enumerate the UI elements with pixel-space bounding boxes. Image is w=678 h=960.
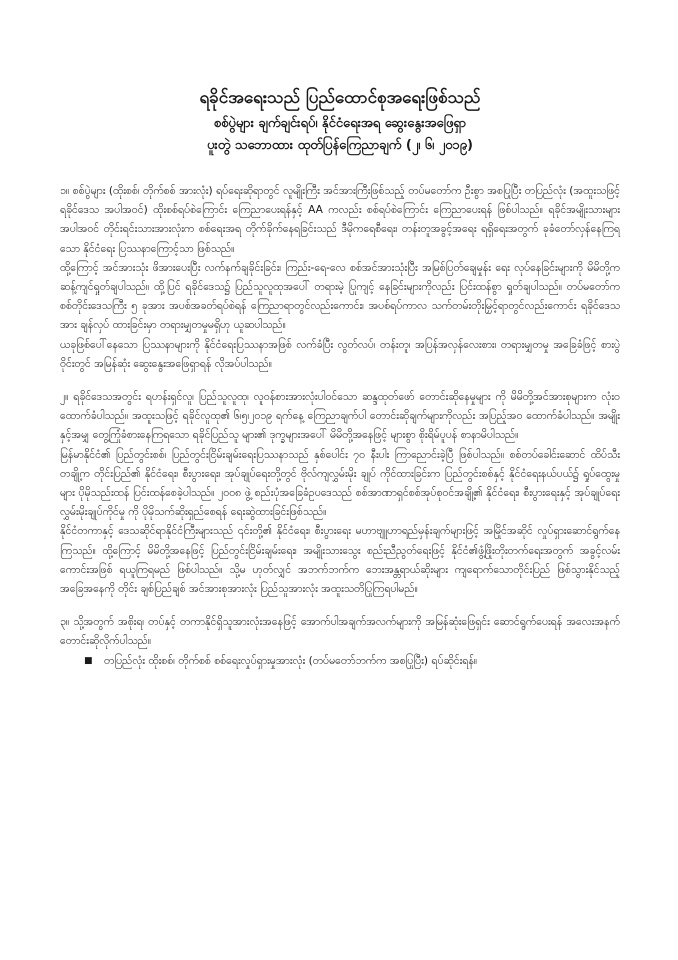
paragraph-2b: မြန်မာနိုင်ငံ၏ ပြည်တွင်းစစ်၊ ပြည်တွင်းငြိမ်းချမ်းရေးပြဿနာသည် နှစ်ပေါင်း ၇၀ နီးပါး ကြာညောင်းခဲ့ပြီ ဖြစ်ပါသည်။ စစ်တပ်ခေါင်းဆောင် ထိပ်သီးတချို့က တိုင်းပြည်၏ နိုင်ငံရေး၊ စီးပွားရေး၊ အုပ်ချုပ်ရေးတို့တွင် ဗိုလ်ကျလွှမ်းမိုး ချုပ် ကိုင်ထားခြင်းက ပြည်တွင်းစစ်နှင့် နိုင်ငံရေးနယ်ပယ်၌ ရှုပ်ထွေးမှုများ ပိုမိုသည်းထန် ပြင်းထန်စေခဲ့ပါသည်။ ၂၀၀၈ ဖွဲ့ စည်းပုံအခြေခံဥပဒေသည် စစ်အာဏာရှင်စစ်အုပ်စုဝင်အချို့၏ နိုင်ငံရေး၊ စီးပွားရေးနှင့် အုပ်ချုပ်ရေး လွှမ်းမိုးချုပ်ကိုင်မှု ကို ပိုမိုသက်ဆိုးရှည်စေရန် ရေးဆွဲထားခြင်းဖြစ်သည်။ bbox=[60, 448, 620, 519]
bullet-text: တပြည်လုံး ထိုးစစ်၊ တိုက်စစ် စစ်ရေးလှုပ်ရှားမှုအားလုံး (တပ်မတော်ဘက်က အစပြုပြီး) ရပ်ဆိုင်းရန်။ bbox=[104, 654, 478, 667]
bullet-item bbox=[84, 652, 620, 671]
paragraph-3: ၃။ သို့အတွက် အစိုးရ၊ တပ်နှင့် တကာနိုင်ရှိသူအားလုံးအနေဖြင့် အောက်ပါအချက်အလက်များကို အမြန်ဆုံးဖြေရှင်း ဆောင်ရွက်ပေးရန် အလေးအနက် တောင်းဆိုလိုက်ပါသည်။ bbox=[60, 616, 620, 648]
document-page bbox=[60, 40, 620, 940]
document-body bbox=[60, 182, 620, 671]
document-subtitle: စစ်ပွဲများ ချက်ချင်းရပ်၊ နိုင်ငံရေးအရ ဆွေးနွေးအဖြေရှာ bbox=[213, 116, 467, 131]
title-block bbox=[60, 86, 620, 156]
paragraph-1: ၁။ စစ်ပွဲများ (ထိုးစစ်၊ တိုက်စစ် အားလုံး) ရပ်ရေးဆိုရာတွင် လူမျိုးကြီး အင်အားကြီးဖြစ်သည့် တပ်မတော်က ဦးစွာ အစပြုပြီး တပြည်လုံး (အထူးသဖြင့် ရခိုင်ဒေသ အပါအဝင်) ထိုးစစ်ရပ်စဲကြောင်း ကြေညာပေးရန်နှင့် AA ကလည်း စစ်ရပ်စဲကြောင်း ကြေညာပေးရန် ဖြစ်ပါသည်။ ရခိုင်အမျိုးသားများ အပါအဝင် တိုင်းရင်းသားအားလုံးက စစ်ရေးအရ တိုက်ခိုက်နေရခြင်းသည် ဒီမိုကရေစီရေး၊ တန်းတူအခွင့်အရေး ရရှိရေးအတွက် ခုခံတော်လှန်နေကြရသော နိုင်ငံရေး ပြဿနာကြောင့်သာ ဖြစ်သည်။ bbox=[60, 185, 620, 255]
paragraph-1b: ထို့ကြောင့် အင်အားသုံး ဖိအားပေးပြီး လက်နက်ချခိုင်းခြင်း၊ ကြည်း-ရေ-လေ စစ်အင်အားသုံးပြီး အမြစ်ပြတ်ချေမှုန်း ရေး လုပ်နေခြင်းများကို မိမိတို့က ဆန့်ကျင်ရှုတ်ချပါသည်။ ထို့ပြင် ရခိုင်ဒေသ၌ ပြည်သူလူထုအပေါ် တရားမဲ့ ပြုကျင့် နေခြင်းများကိုလည်း ပြင်းထန်စွာ ရှုတ်ချပါသည်။ တပ်မတော်က စစ်တိုင်းဒေသကြီး ၅ ခုအား အပစ်အခတ်ရပ်စဲရန် ကြေညာရာတွင်လည်းကောင်း၊ အပစ်ရပ်ကာလ သက်တမ်းတိုးမြှင့်ရာတွင်လည်းကောင်း ရခိုင်ဒေသအား ချန်လှပ် ထားခြင်းမှာ တရားမျှတမှုမရှိဟု ယူဆပါသည်။ bbox=[60, 261, 620, 332]
document-title: ရခိုင်အရေးသည် ပြည်ထောင်စုအရေးဖြစ်သည် bbox=[199, 88, 481, 108]
statement-date-line: ပူးတွဲ သဘောထား ထုတ်ပြန်ကြေညာချက် (၂၊ ၆၊ ၂၀၁၉) bbox=[207, 138, 473, 153]
paragraph-1c: ယခုဖြစ်ပေါ်နေသော ပြဿနာများကို နိုင်ငံရေးပြဿနာအဖြစ် လက်ခံပြီး လွတ်လပ်၊ တန်းတူ၊ အပြန်အလှန်လေးစား၊ တရားမျှတမှု အခြေခံဖြင့် စားပွဲဝိုင်းတွင် အမြန်ဆုံး ဆွေးနွေးအဖြေရှာရန် လိုအပ်ပါသည်။ bbox=[60, 338, 620, 370]
bullet-icon: ■ bbox=[84, 655, 93, 666]
paragraph-2: ၂။ ရခိုင်ဒေသအတွင်း ရပာန်းရှင်လူ၊ ပြည်သူလူထု၊ လူဝန်စားအားလုံးပါဝင်သော ဆန္ဒထုတ်ဖော် တောင်းဆိုနေမှုများ ကို မိမိတို့အင်အားစုများက လုံးဝ ထောက်ခံပါသည်။ အထူးသဖြင့် ရခိုင်လူထု၏ ၆၊၅၊၂၀၁၉ ရက်နေ့ ကြေညာချက်ပါ တောင်းဆိုချက်များကိုလည်း အပြည့်အဝ ထောက်ခံပါသည်။ အမျိုးနှင့်အမျှ တွေ့ကြုံခံစားနေကြရသော ရခိုင်ပြည်သူ များ၏ ဒုက္ခများအပေါ် မိမိတို့အနေဖြင့် များစွာ စိုးရိမ်ပူပန် စာနာမိပါသည်။ bbox=[60, 391, 620, 442]
section-gap bbox=[60, 599, 620, 613]
paragraph-2c: နိုင်ငံတကာနှင့် ဒေသဆိုင်ရာနိုင်ငံကြီးများသည် ၎င်းတို့၏ နိုင်ငံရေး၊ စီးပွားရေး မဟာဗျူဟာရည်မှန်းချက်များဖြင့် အမြိုင်အဆိုင် လှုပ်ရှားဆောင်ရွက်နေကြသည်။ ထို့ကြောင့် မိမိတို့အနေဖြင့် ပြည်တွင်းငြိမ်းချမ်းရေး၊ အမျိုးသားသွေး စည်းညီညွတ်ရေးဖြင့် နိုင်ငံ၏ဖွံ့ဖြိုးတိုးတက်ရေးအတွက် အခွင့်လမ်းကောင်းအဖြစ် ရယူကြရမည် ဖြစ်ပါသည်။ သို့မ ဟုတ်လျှင် အဘက်ဘက်က ဘေးအန္တရာယ်ဆိုးများ ကျရောက်သောတိုင်းပြည် ဖြစ်သွားနိုင်သည့်အခြေအနေကို တိုင်း ချစ်ပြည်ချစ် အင်အားစုအားလုံး ပြည်သူအားလုံး အထူးသတိပြုကြရပါမည်။ bbox=[60, 525, 620, 596]
section-gap bbox=[60, 374, 620, 388]
